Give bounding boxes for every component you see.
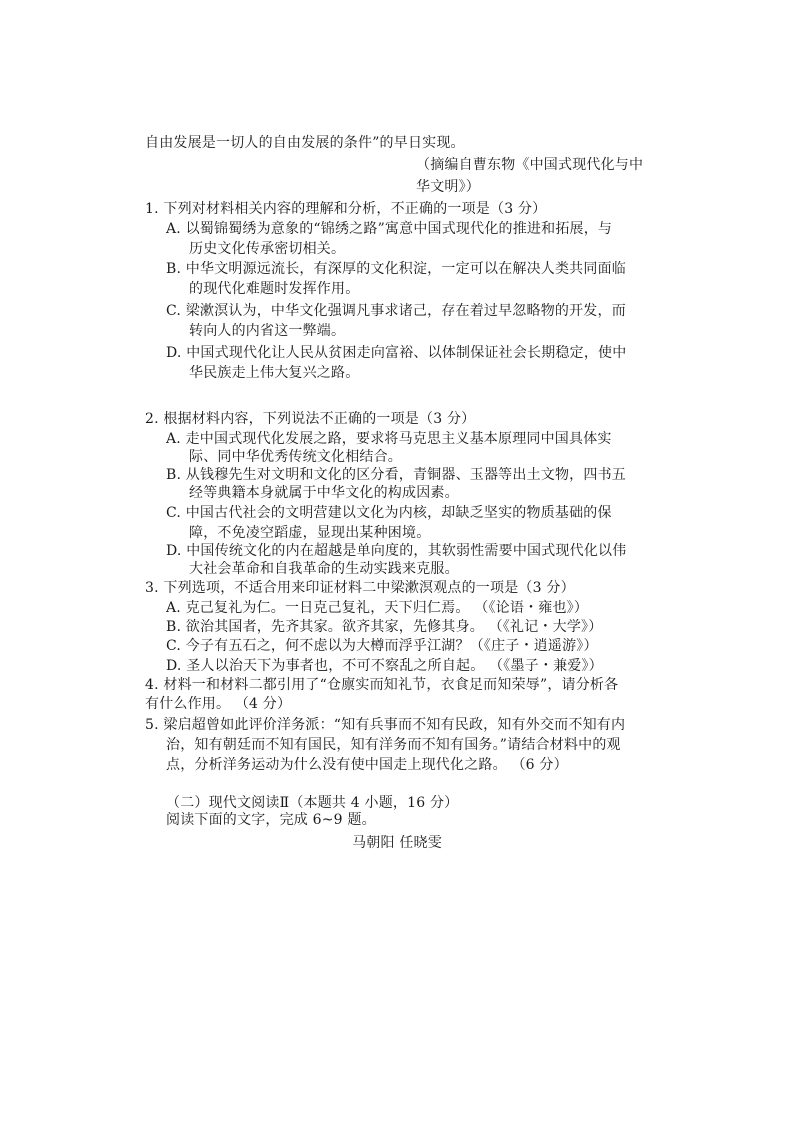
source-line-2: 华文明》） [416, 179, 480, 195]
q1-option-a-cont: 历史文化传承密切相关。 [189, 241, 346, 257]
q5-line-2: 治，知有朝廷而不知有国民，知有洋务而不知有国务。”请结合材料中的观 [166, 737, 621, 753]
q5-line-3: 点，分析洋务运动为什么没有使中国走上现代化之路。 （6 分） [166, 757, 568, 773]
q3-option-a: A. 克己复礼为仁。一日克己复礼，天下归仁焉。 （《论语・雍也》） [166, 600, 589, 616]
q1-option-b-cont: 的现代化难题时发挥作用。 [189, 281, 360, 297]
q2-option-c-cont: 障，不免凌空蹈虚，显现出某种困境。 [189, 525, 431, 541]
q2-option-b-cont: 经等典籍本身就属于中华文化的构成因素。 [189, 485, 459, 501]
article-authors: 马朝阳 任晓雯 [352, 835, 442, 851]
q2-option-d-cont: 大社会革命和自我革命的生动实践来克服。 [189, 561, 459, 577]
q2-option-a: A. 走中国式现代化发展之路，要求将马克思主义基本原理同中国具体实 [166, 431, 612, 447]
q3-option-d: D. 圣人以治天下为事者也，不可不察乱之所自起。 （《墨子・兼爱》） [166, 658, 603, 674]
q1-option-c-cont: 转向人的内省这一弊端。 [189, 323, 346, 339]
q4-line-1: 4. 材料一和材料二都引用了“仓廪实而知礼节，衣食足而知荣辱”，请分析各 [145, 677, 619, 693]
q1-option-b: B. 中华文明源远流长，有深厚的文化积淀，一定可以在解决人类共同面临 [166, 261, 626, 277]
q1-option-a: A. 以蜀锦蜀绣为意象的“锦绣之路”寓意中国式现代化的推进和拓展，与 [166, 221, 613, 237]
q4-line-2: 有什么作用。 （4 分） [145, 696, 292, 712]
source-line-1: （摘编自曹东物《中国式现代化与中 [416, 157, 644, 173]
q1-option-d: D. 中国式现代化让人民从贫困走向富裕、以体制保证社会长期稳定，使中 [166, 345, 627, 361]
q1-stem: 1. 下列对材料相关内容的理解和分析，不正确的一项是（3 分） [145, 201, 547, 217]
passage-tail: 自由发展是一切人的自由发展的条件”的早日实现。 [145, 135, 465, 151]
q2-option-b: B. 从钱穆先生对文明和文化的区分看，青铜器、玉器等出土文物，四书五 [166, 467, 626, 483]
q3-stem: 3. 下列选项，不适合用来印证材料二中梁漱溟观点的一项是（3 分） [145, 580, 575, 596]
section-2-instruction: 阅读下面的文字，完成 6~9 题。 [166, 812, 376, 828]
q2-option-a-cont: 际、同中华优秀传统文化相结合。 [189, 449, 402, 465]
q2-stem: 2. 根据材料内容，下列说法不正确的一项是（3 分） [145, 411, 476, 427]
q5-line-1: 5. 梁启超曾如此评价洋务派：“知有兵事而不知有民政，知有外交而不知有内 [145, 717, 626, 733]
q1-option-c: C. 梁漱溟认为，中华文化强调凡事求诸己，存在着过早忽略物的开发，而 [166, 303, 626, 319]
q1-option-d-cont: 华民族走上伟大复兴之路。 [189, 365, 360, 381]
section-2-heading: （二）现代文阅读Ⅱ（本题共 4 小题，16 分） [166, 795, 459, 811]
q2-option-d: D. 中国传统文化的内在超越是单向度的，其软弱性需要中国式现代化以伟 [166, 543, 627, 559]
q3-option-b: B. 欲治其国者，先齐其家。欲齐其家，先修其身。 （《礼记・大学》） [166, 619, 603, 635]
q2-option-c: C. 中国古代社会的文明营建以文化为内核，却缺乏坚实的物质基础的保 [166, 505, 612, 521]
q3-option-c: C. 今子有五石之，何不虑以为大樽而浮乎江湖？（《庄子・逍遥游》） [166, 638, 598, 654]
